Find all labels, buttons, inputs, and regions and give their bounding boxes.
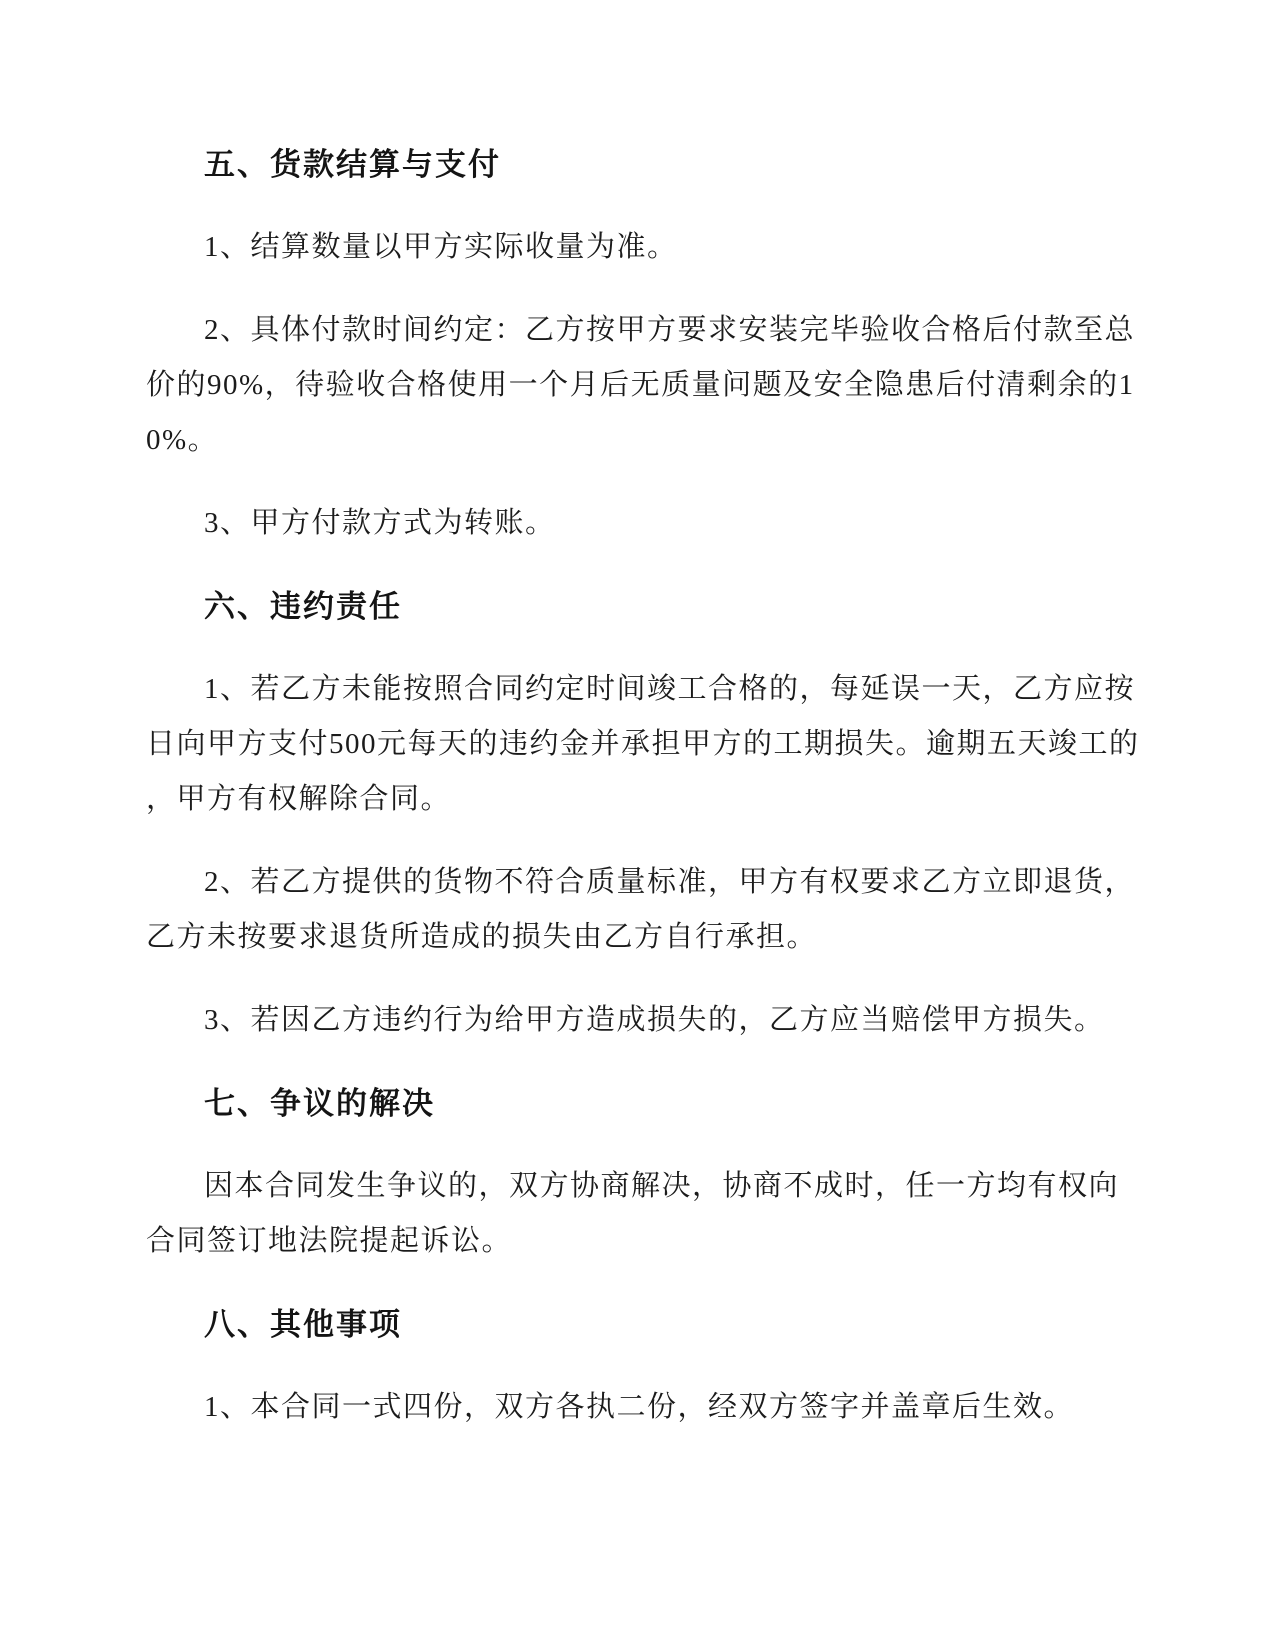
section-heading (146, 579, 1120, 634)
paragraph (146, 1159, 1120, 1269)
text-line: 七、争议的解决 (204, 1086, 435, 1121)
text-line: 3、甲方付款方式为转账。 (204, 507, 556, 539)
text-line: 1、结算数量以甲方实际收量为准。 (204, 231, 678, 263)
paragraph (146, 220, 1120, 275)
paragraph (146, 855, 1136, 965)
text-line: 1、若乙方未能按照合同约定时间竣工合格的，每延误一天，乙方应按 (204, 673, 1136, 705)
paragraph (146, 662, 1140, 827)
document-body (146, 137, 1140, 1435)
text-line: 八、其他事项 (204, 1307, 402, 1342)
text-line: 日向甲方支付500元每天的违约金并承担甲方的工期损失。逾期五天竣工的 (146, 728, 1140, 760)
text-line: 2、若乙方提供的货物不符合质量标准，甲方有权要求乙方立即退货， (204, 866, 1136, 898)
text-line: 乙方未按要求退货所造成的损失由乙方自行承担。 (146, 921, 818, 953)
text-line: 2、具体付款时间约定：乙方按甲方要求安装完毕验收合格后付款至总 (204, 314, 1136, 346)
text-line: 合同签订地法院提起诉讼。 (146, 1225, 513, 1257)
text-line: 1、本合同一式四份，双方各执二份，经双方签字并盖章后生效。 (204, 1391, 1075, 1423)
text-line: 0%。 (146, 424, 219, 456)
text-line: 因本合同发生争议的，双方协商解决，协商不成时，任一方均有权向 (204, 1170, 1120, 1202)
text-line: 六、违约责任 (204, 589, 402, 624)
text-line: ，甲方有权解除合同。 (146, 783, 452, 815)
section-heading (146, 1297, 1120, 1352)
section-heading (146, 137, 1120, 192)
text-line: 价的90%，待验收合格使用一个月后无质量问题及安全隐患后付清剩余的1 (146, 369, 1135, 401)
text-line: 3、若因乙方违约行为给甲方造成损失的，乙方应当赔偿甲方损失。 (204, 1004, 1105, 1036)
paragraph (146, 993, 1120, 1048)
paragraph (146, 303, 1136, 468)
text-line: 五、货款结算与支付 (204, 147, 501, 182)
section-heading (146, 1076, 1120, 1131)
paragraph (146, 496, 1120, 551)
paragraph (146, 1380, 1120, 1435)
